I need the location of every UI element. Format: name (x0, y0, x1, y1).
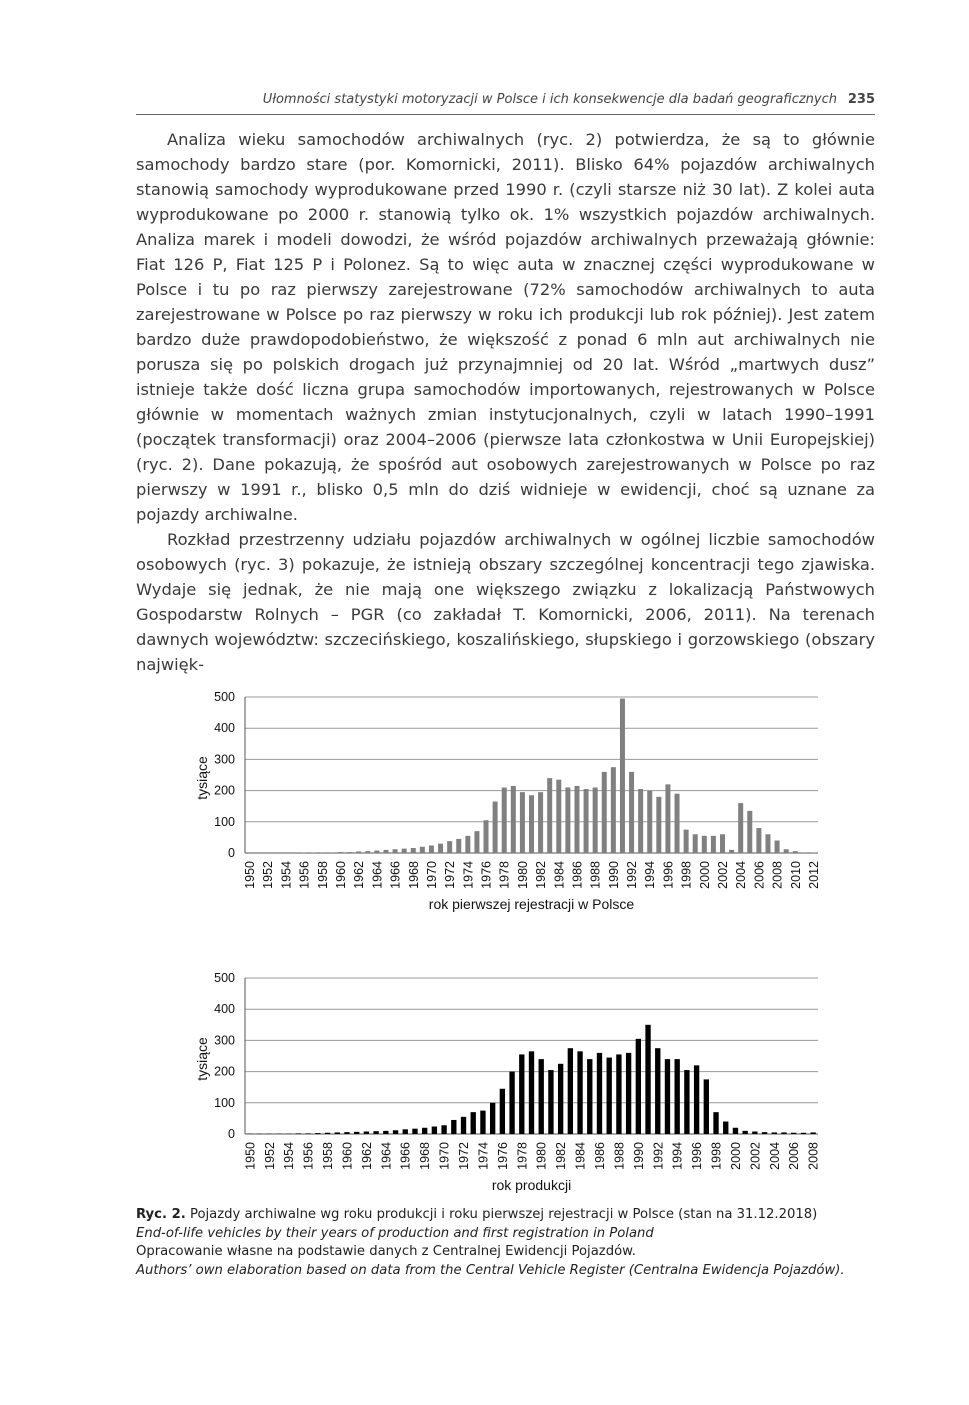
header-rule (136, 114, 875, 115)
x-tick-label: 1958 (315, 861, 330, 889)
bar (693, 834, 698, 853)
x-tick-label: 1980 (534, 1142, 549, 1170)
bar (684, 830, 689, 853)
bar (711, 836, 716, 853)
x-tick-label: 1980 (515, 861, 530, 889)
y-tick-label: 0 (228, 1127, 235, 1141)
x-tick-label: 1992 (651, 1142, 666, 1170)
running-head-title: Ułomności statystyki motoryzacji w Polsce i ich konsekwencje dla badań geograficznych (262, 92, 837, 107)
bar (665, 1059, 670, 1134)
bar (493, 802, 498, 853)
bar (772, 1132, 777, 1134)
bar (474, 831, 479, 853)
bar (438, 844, 443, 853)
x-tick-label: 2002 (748, 1142, 763, 1170)
x-tick-label: 1998 (679, 861, 694, 889)
x-tick-label: 2002 (716, 861, 730, 889)
bar (802, 852, 807, 853)
x-tick-label: 2004 (767, 1142, 782, 1170)
x-tick-label: 1958 (321, 1142, 336, 1170)
bar (756, 828, 761, 853)
x-tick-label: 2006 (752, 861, 767, 889)
bar (611, 767, 616, 853)
bar (447, 841, 452, 853)
bar (636, 1039, 641, 1134)
y-tick-label: 100 (214, 1095, 235, 1110)
x-tick-label: 1984 (573, 1142, 588, 1170)
bar (713, 1112, 718, 1134)
bar (587, 1059, 592, 1134)
bar (616, 1054, 621, 1134)
bar (529, 1051, 534, 1134)
paragraph-2: Rozkład przestrzenny udziału pojazdów archiwalnych w ogólnej liczbie samochodów osobowych (ryc. 3) pokazuje, że istnieją obszary szczególnej koncentracji tego zjawiska. Wydaje się jednak, że nie mają one większego związku z lokalizacją Państwowych Gospodarstw Rolnych – PGR (co zakładał T. Komornicki, 2006, 2011). Na terenach dawnych województw: szczecińskiego, koszalińskiego, słupskiego i gorzowskiego (obszary najwięk- (136, 530, 875, 674)
x-tick-label: 2006 (787, 1142, 802, 1170)
x-tick-label: 1964 (379, 1142, 394, 1170)
x-tick-label: 1952 (261, 861, 276, 889)
bar (441, 1125, 446, 1134)
caption-source-pl: Opracowanie własne na podstawie danych z Centralnej Ewidencji Pojazdów. (136, 1244, 636, 1259)
bar (626, 1053, 631, 1134)
caption-source-en: Authors’ own elaboration based on data from the Central Vehicle Register (Centralna Ewidencja Pojazdów). (136, 1262, 845, 1278)
bar (723, 1122, 728, 1134)
x-tick-label: 2008 (806, 1142, 821, 1170)
bar (655, 1048, 660, 1134)
y-tick-label: 100 (214, 814, 235, 829)
bar (547, 778, 552, 853)
caption-label: Ryc. 2. (136, 1207, 186, 1222)
x-tick-label: 1956 (297, 861, 312, 889)
bar (645, 1025, 650, 1134)
bar (500, 1089, 505, 1134)
bar (602, 772, 607, 853)
bar (742, 1131, 747, 1134)
y-axis-title: tysiące (194, 756, 210, 800)
bar (694, 1065, 699, 1134)
chart-first-registration-svg (185, 688, 835, 920)
bar (529, 795, 534, 853)
bar (484, 820, 489, 853)
bar (383, 850, 388, 853)
x-tick-label: 1968 (418, 1142, 433, 1170)
bar (451, 1120, 456, 1134)
bar (509, 1072, 514, 1134)
bar (374, 851, 379, 853)
bar (480, 1111, 485, 1134)
x-tick-label: 2010 (788, 861, 803, 889)
x-tick-label: 1974 (461, 861, 476, 889)
bar (793, 851, 798, 853)
bar (373, 1131, 378, 1134)
x-tick-label: 1996 (690, 1142, 705, 1170)
bar (629, 772, 634, 853)
x-tick-label: 1976 (495, 1142, 510, 1170)
bar (520, 792, 525, 853)
y-tick-label: 200 (214, 1064, 235, 1079)
x-tick-label: 1994 (643, 861, 658, 889)
bar (422, 1128, 427, 1134)
x-tick-label: 1956 (301, 1142, 316, 1170)
bar (432, 1127, 437, 1134)
bar (347, 852, 352, 853)
bar (704, 1079, 709, 1134)
caption-text-en: End-of-life vehicles by their years of production and first registration in Poland (136, 1225, 654, 1241)
bar (656, 797, 661, 853)
bar (720, 834, 725, 853)
bar (403, 1129, 408, 1134)
bar (490, 1103, 495, 1134)
bar (607, 1058, 612, 1134)
bar (577, 1051, 582, 1134)
bar (393, 1130, 398, 1134)
bar (502, 787, 507, 853)
x-tick-label: 1966 (388, 861, 403, 889)
x-tick-label: 2000 (697, 861, 712, 889)
x-tick-label: 1982 (534, 861, 549, 889)
bar (296, 1133, 301, 1134)
bar (762, 1132, 767, 1134)
x-tick-label: 1996 (661, 861, 676, 889)
bar (461, 1117, 466, 1134)
x-tick-label: 2008 (770, 861, 785, 889)
page-number: 235 (847, 92, 875, 107)
figure-caption (136, 1206, 896, 1280)
x-tick-label: 1962 (352, 861, 367, 889)
x-tick-label: 1950 (243, 861, 258, 889)
bar (738, 803, 743, 853)
bar (593, 787, 598, 853)
bar (765, 834, 770, 853)
x-tick-label: 1970 (424, 861, 439, 889)
x-tick-label: 1970 (437, 1142, 452, 1170)
bar (665, 784, 670, 853)
bar (584, 789, 589, 853)
bar (511, 786, 516, 853)
x-tick-label: 1986 (592, 1142, 607, 1170)
bar (465, 836, 470, 853)
bar (597, 1053, 602, 1134)
bar (752, 1132, 757, 1134)
bar (675, 1059, 680, 1134)
x-tick-label: 2004 (734, 861, 749, 889)
bar (733, 1128, 738, 1134)
bar (305, 1133, 310, 1134)
bar (315, 1133, 320, 1134)
y-tick-label: 0 (228, 846, 235, 860)
x-tick-label: 1990 (631, 1142, 646, 1170)
bar (364, 1132, 369, 1134)
x-tick-label: 1950 (243, 1142, 258, 1170)
bar (565, 787, 570, 853)
bar (320, 852, 325, 853)
x-tick-label: 1954 (282, 1142, 297, 1170)
bar (344, 1132, 349, 1134)
bar (329, 852, 334, 853)
x-tick-label: 1962 (359, 1142, 374, 1170)
bar (365, 851, 370, 853)
x-tick-label: 2012 (806, 861, 821, 889)
bar (702, 836, 707, 853)
x-tick-label: 1974 (476, 1142, 491, 1170)
bar (402, 849, 407, 853)
x-tick-label: 1964 (370, 861, 385, 889)
x-tick-label: 1960 (334, 861, 348, 889)
x-tick-label: 1972 (443, 861, 458, 889)
bar (747, 811, 752, 853)
y-tick-label: 200 (214, 783, 235, 798)
bar (356, 851, 361, 853)
bar (412, 1129, 417, 1134)
y-tick-label: 300 (214, 752, 235, 767)
bar (456, 839, 461, 853)
bar (574, 786, 579, 853)
bar (810, 1132, 815, 1134)
x-tick-label: 1966 (398, 1142, 413, 1170)
bar (638, 789, 643, 853)
chart-first-registration (185, 688, 835, 920)
x-axis-title: rok produkcji (491, 1177, 572, 1193)
bar (781, 1132, 786, 1134)
x-axis-title: rok pierwszej rejestracji w Polsce (428, 896, 635, 912)
x-tick-label: 1984 (552, 861, 567, 889)
bar (429, 846, 434, 853)
bar (675, 794, 680, 853)
bar (729, 850, 734, 853)
chart-production-year (185, 969, 835, 1201)
bar (775, 841, 780, 853)
x-tick-label: 1968 (406, 861, 421, 889)
bar (335, 1132, 340, 1134)
y-tick-label: 500 (214, 690, 235, 704)
paragraph-1: Analiza wieku samochodów archiwalnych (ryc. 2) potwierdza, że są to głównie samochody bardzo stare (por. Komornicki, 2011). Blisko 64% pojazdów archiwalnych stanowią samochody wyprodukowane przed 1990 r. (czyli starsze niż 30 lat). Z kolei auta wyprodukowane po 2000 r. stanowią tylko ok. 1% wszystkich pojazdów archiwalnych. Analiza marek i modeli dowodzi, że wśród pojazdów archiwalnych przeważają głównie: Fiat 126 P, Fiat 125 P i Polonez. Są to więc auta w znacznej części wyprodukowane w Polsce i tu po raz pierwszy zarejestrowane (72% samochodów archiwalnych to auta zarejestrowane w Polsce po raz pierwszy w roku ich produkcji lub rok później). Jest zatem bardzo duże prawdopodobieństwo, że większość z ponad 6 mln aut archiwalnych nie porusza się po polskich drogach już przynajmniej od 20 lat. Wśród „martwych dusz” istnieje także dość liczna grupa samochodów importowanych, rejestrowanych w Polsce głównie w momentach ważnych zmian instytucjonalnych, czyli w latach 1990–1991 (początek transformacji) oraz 2004–2006 (pierwsze lata członkostwa w Unii Europejskiej) (ryc. 2). Dane pokazują, że spośród aut osobowych zarejestrowanych w Polsce po raz pierwszy w 1991 r., blisko 0,5 mln do dziś widnieje w ewidencji, choć są uznane za pojazdy archiwalne. (136, 130, 875, 524)
chart-production-year-svg (185, 969, 835, 1201)
bar (538, 792, 543, 853)
x-tick-label: 1994 (670, 1142, 685, 1170)
bar (539, 1059, 544, 1134)
bar (338, 852, 343, 853)
x-tick-label: 1992 (625, 861, 640, 889)
x-tick-label: 1998 (709, 1142, 724, 1170)
x-tick-label: 1982 (554, 1142, 569, 1170)
caption-line-pl (136, 1206, 896, 1225)
bar (791, 1133, 796, 1134)
bar (556, 780, 561, 853)
bar (420, 847, 425, 853)
bar (620, 699, 625, 853)
y-tick-label: 500 (214, 971, 235, 985)
bar (325, 1133, 330, 1134)
x-tick-label: 1976 (479, 861, 494, 889)
bar (684, 1070, 689, 1134)
bar (548, 1070, 553, 1134)
y-tick-label: 400 (214, 721, 235, 736)
bar (471, 1112, 476, 1134)
bar (519, 1054, 524, 1134)
x-tick-label: 1960 (340, 1142, 355, 1170)
x-tick-label: 1986 (570, 861, 585, 889)
bar (647, 791, 652, 853)
x-tick-label: 1990 (606, 861, 621, 889)
x-tick-label: 1952 (262, 1142, 277, 1170)
bar (568, 1048, 573, 1134)
x-tick-label: 1954 (279, 861, 294, 889)
x-tick-label: 1988 (588, 861, 603, 889)
x-tick-label: 1978 (515, 1142, 530, 1170)
y-axis-title: tysiące (194, 1037, 210, 1081)
x-tick-label: 1988 (612, 1142, 627, 1170)
x-tick-label: 2000 (728, 1142, 743, 1170)
x-tick-label: 1978 (497, 861, 512, 889)
caption-text-pl: Pojazdy archiwalne wg roku produkcji i roku pierwszej rejestracji w Polsce (stan na 31.12.2018) (189, 1207, 818, 1222)
y-tick-label: 300 (214, 1033, 235, 1048)
x-tick-label: 1972 (457, 1142, 472, 1170)
bar (393, 849, 398, 853)
body-text (136, 127, 875, 677)
running-head (136, 92, 875, 107)
bar (354, 1132, 359, 1134)
bar (411, 848, 416, 853)
bar (558, 1064, 563, 1134)
bar (784, 849, 789, 853)
bar (383, 1131, 388, 1134)
y-tick-label: 400 (214, 1002, 235, 1017)
bar (801, 1133, 806, 1134)
